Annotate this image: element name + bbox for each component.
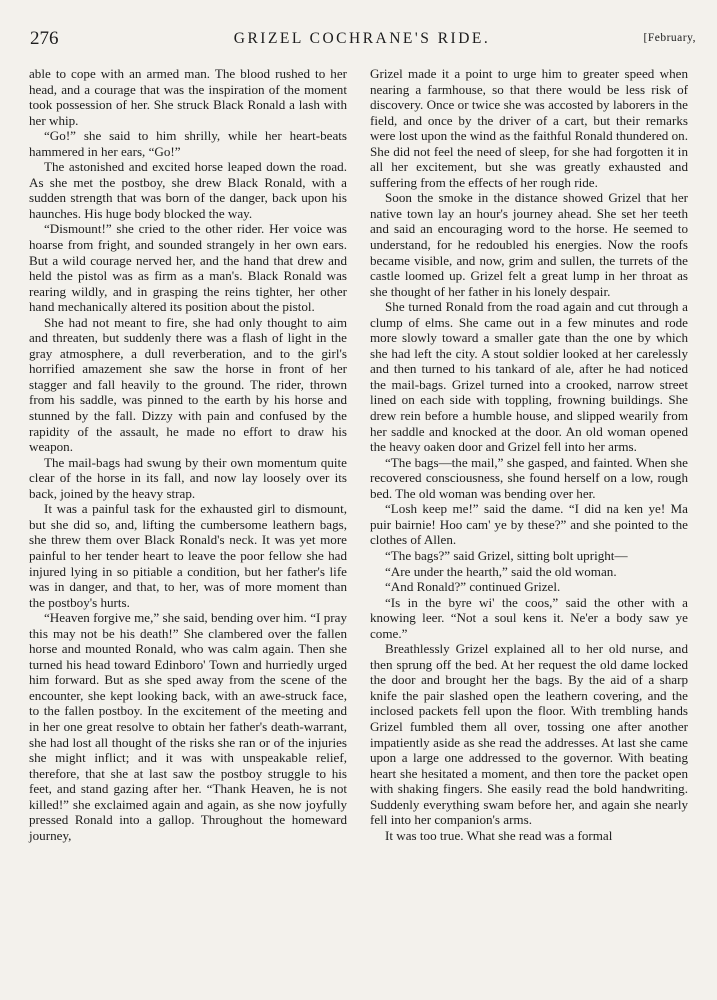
paragraph: It was too true. What she read was a formal bbox=[385, 827, 613, 843]
paragraph: “Go!” she said to him shrilly, while her heart-beats hammered in her ears, “Go!” bbox=[29, 128, 347, 159]
page-header bbox=[28, 16, 696, 52]
running-title: GRIZEL COCHRANE'S RIDE. bbox=[233, 30, 491, 47]
paragraph: Grizel made it a point to urge him to greater speed when nearing a farmhouse, so that there would be less risk of discovery. Once or twice she was accosted by laborers in the field, and once by the driver of a cart, but their remarks were lost upon the wind as the faithful Ronald thundered on. She did not feel the need of sleep, for she had forgotten it in all her excitement, but she was greatly exhausted and suffering from the effects of her rough ride. bbox=[370, 66, 688, 190]
paragraph: The astonished and excited horse leaped down the road. As she met the postboy, she drew Black Ronald, with a sudden strength that was born of the danger, back upon his haunches. His huge body blocked the way. bbox=[29, 159, 347, 221]
paragraph: “Losh keep me!” said the dame. “I did na ken ye! Ma puir bairnie! Hoo cam' ye by these?” and she pointed to the clothes of Allen. bbox=[370, 501, 688, 548]
paragraph: She turned Ronald from the road again and cut through a clump of elms. She came out in a few minutes and rode more slowly toward a smaller gate than the one by which she had left the city. A stout soldier looked at her carelessly and then turned to his tankard of ale, after he had noticed the mail-bags. Grizel turned into a crooked, narrow street lined on each side with toppling, frowning buildings. She drew rein before a humble house, and slipped wearily from her saddle and knocked at the door. An old woman opened the heavy oaken door and Grizel fell into her arms. bbox=[370, 299, 688, 455]
paragraph: “And Ronald?” continued Grizel. bbox=[385, 579, 561, 595]
page-number: 276 bbox=[30, 28, 59, 49]
paragraph: “Dismount!” she cried to the other rider. Her voice was hoarse from fright, and sounded strangely in her own ears. But a wild courage nerved her, and the hand that drew and held the pistol was as firm as a man's. Black Ronald was rearing wildly, and in grasping the reins tighter, her other hand mechanically altered its position about the pistol. bbox=[29, 221, 347, 315]
paragraph: “The bags?” said Grizel, sitting bolt upright— bbox=[385, 547, 628, 563]
right-column bbox=[370, 66, 688, 843]
paragraph: “The bags—the mail,” she gasped, and fainted. When she recovered consciousness, she found herself on a low, rough bed. The old woman was bending over her. bbox=[370, 454, 688, 501]
paragraph: “Heaven forgive me,” she said, bending over him. “I pray this may not be his death!” She clambered over the fallen horse and mounted Ronald, who was calm again. Then she turned his head toward Edinboro' Town and hurriedly urged him forward. But as she sped away from the scene of the encounter, she kept looking back, with an awe-struck face, to the fallen postboy. In the excitement of the meeting and in her one great resolve to obtain her father's death-warrant, she had lost all thought of the risks she ran or of the injuries she might inflict; and it was with unspeakable relief, therefore, that she at last saw the postboy struggle to his feet, and stand gazing after her. “Thank Heaven, he is not killed!” she exclaimed again and again, as she now joyfully pressed Ronald into a gallop. Throughout the homeward journey, bbox=[29, 610, 347, 843]
paragraph: “Are under the hearth,” said the old woman. bbox=[385, 563, 617, 579]
issue-month: [February, bbox=[643, 32, 696, 44]
paragraph: “Is in the byre wi' the coos,” said the other with a knowing leer. “Not a soul kens it. Ne'er a body saw ye come.” bbox=[370, 594, 688, 641]
paragraph: It was a painful task for the exhausted girl to dismount, but she did so, and, lifting the cumbersome leathern bags, she threw them over Black Ronald's neck. It was yet more painful to her tender heart to leave the poor fellow she had injured lying in so pitiable a condition, but her father's life was in danger, and that, to her, was of more moment than the postboy's hurts. bbox=[29, 501, 347, 610]
paragraph: able to cope with an armed man. The blood rushed to her head, and a courage that was the inspiration of the moment took possession of her. She struck Black Ronald a lash with her whip. bbox=[29, 66, 347, 128]
paragraph: The mail-bags had swung by their own momentum quite clear of the horse in its fall, and now lay loosely over its back, joined by the heavy strap. bbox=[29, 454, 347, 501]
paragraph: She had not meant to fire, she had only thought to aim and threaten, but suddenly there was a flash of light in the gray atmosphere, a dull reverberation, and to the girl's horrified amazement she saw the horse in front of her stagger and fall heavily to the ground. The rider, thrown from his saddle, was pinned to the earth by his horse and stunned by the fall. Dizzy with pain and confused by the rapidity of the assault, he made no effort to draw his weapon. bbox=[29, 314, 347, 455]
left-column bbox=[29, 66, 347, 843]
paragraph: Breathlessly Grizel explained all to her old nurse, and then sprung off the bed. At her request the old dame locked the door and brought her the bags. By the aid of a sharp knife the pair slashed open the leathern covering, and the inclosed packets fell upon the floor. With trembling hands Grizel fumbled them all over, tossing one after another impatiently aside as she read the addresses. At last she came upon a large one addressed to the governor. With beating heart she hesitated a moment, and then tore the packet open with shaking fingers. She easily read the bold handwriting. Suddenly everything swam before her, and again she nearly fell into her companion's arms. bbox=[370, 641, 688, 828]
paragraph: Soon the smoke in the distance showed Grizel that her native town lay an hour's journey ahead. She set her teeth and said an encouraging word to the horse. He seemed to understand, for he redoubled his energies. Now the roofs became visible, and now, grim and sullen, the turrets of the castle loomed up. Grizel felt a great lump in her throat as she thought of her father in his lonely despair. bbox=[370, 190, 688, 299]
